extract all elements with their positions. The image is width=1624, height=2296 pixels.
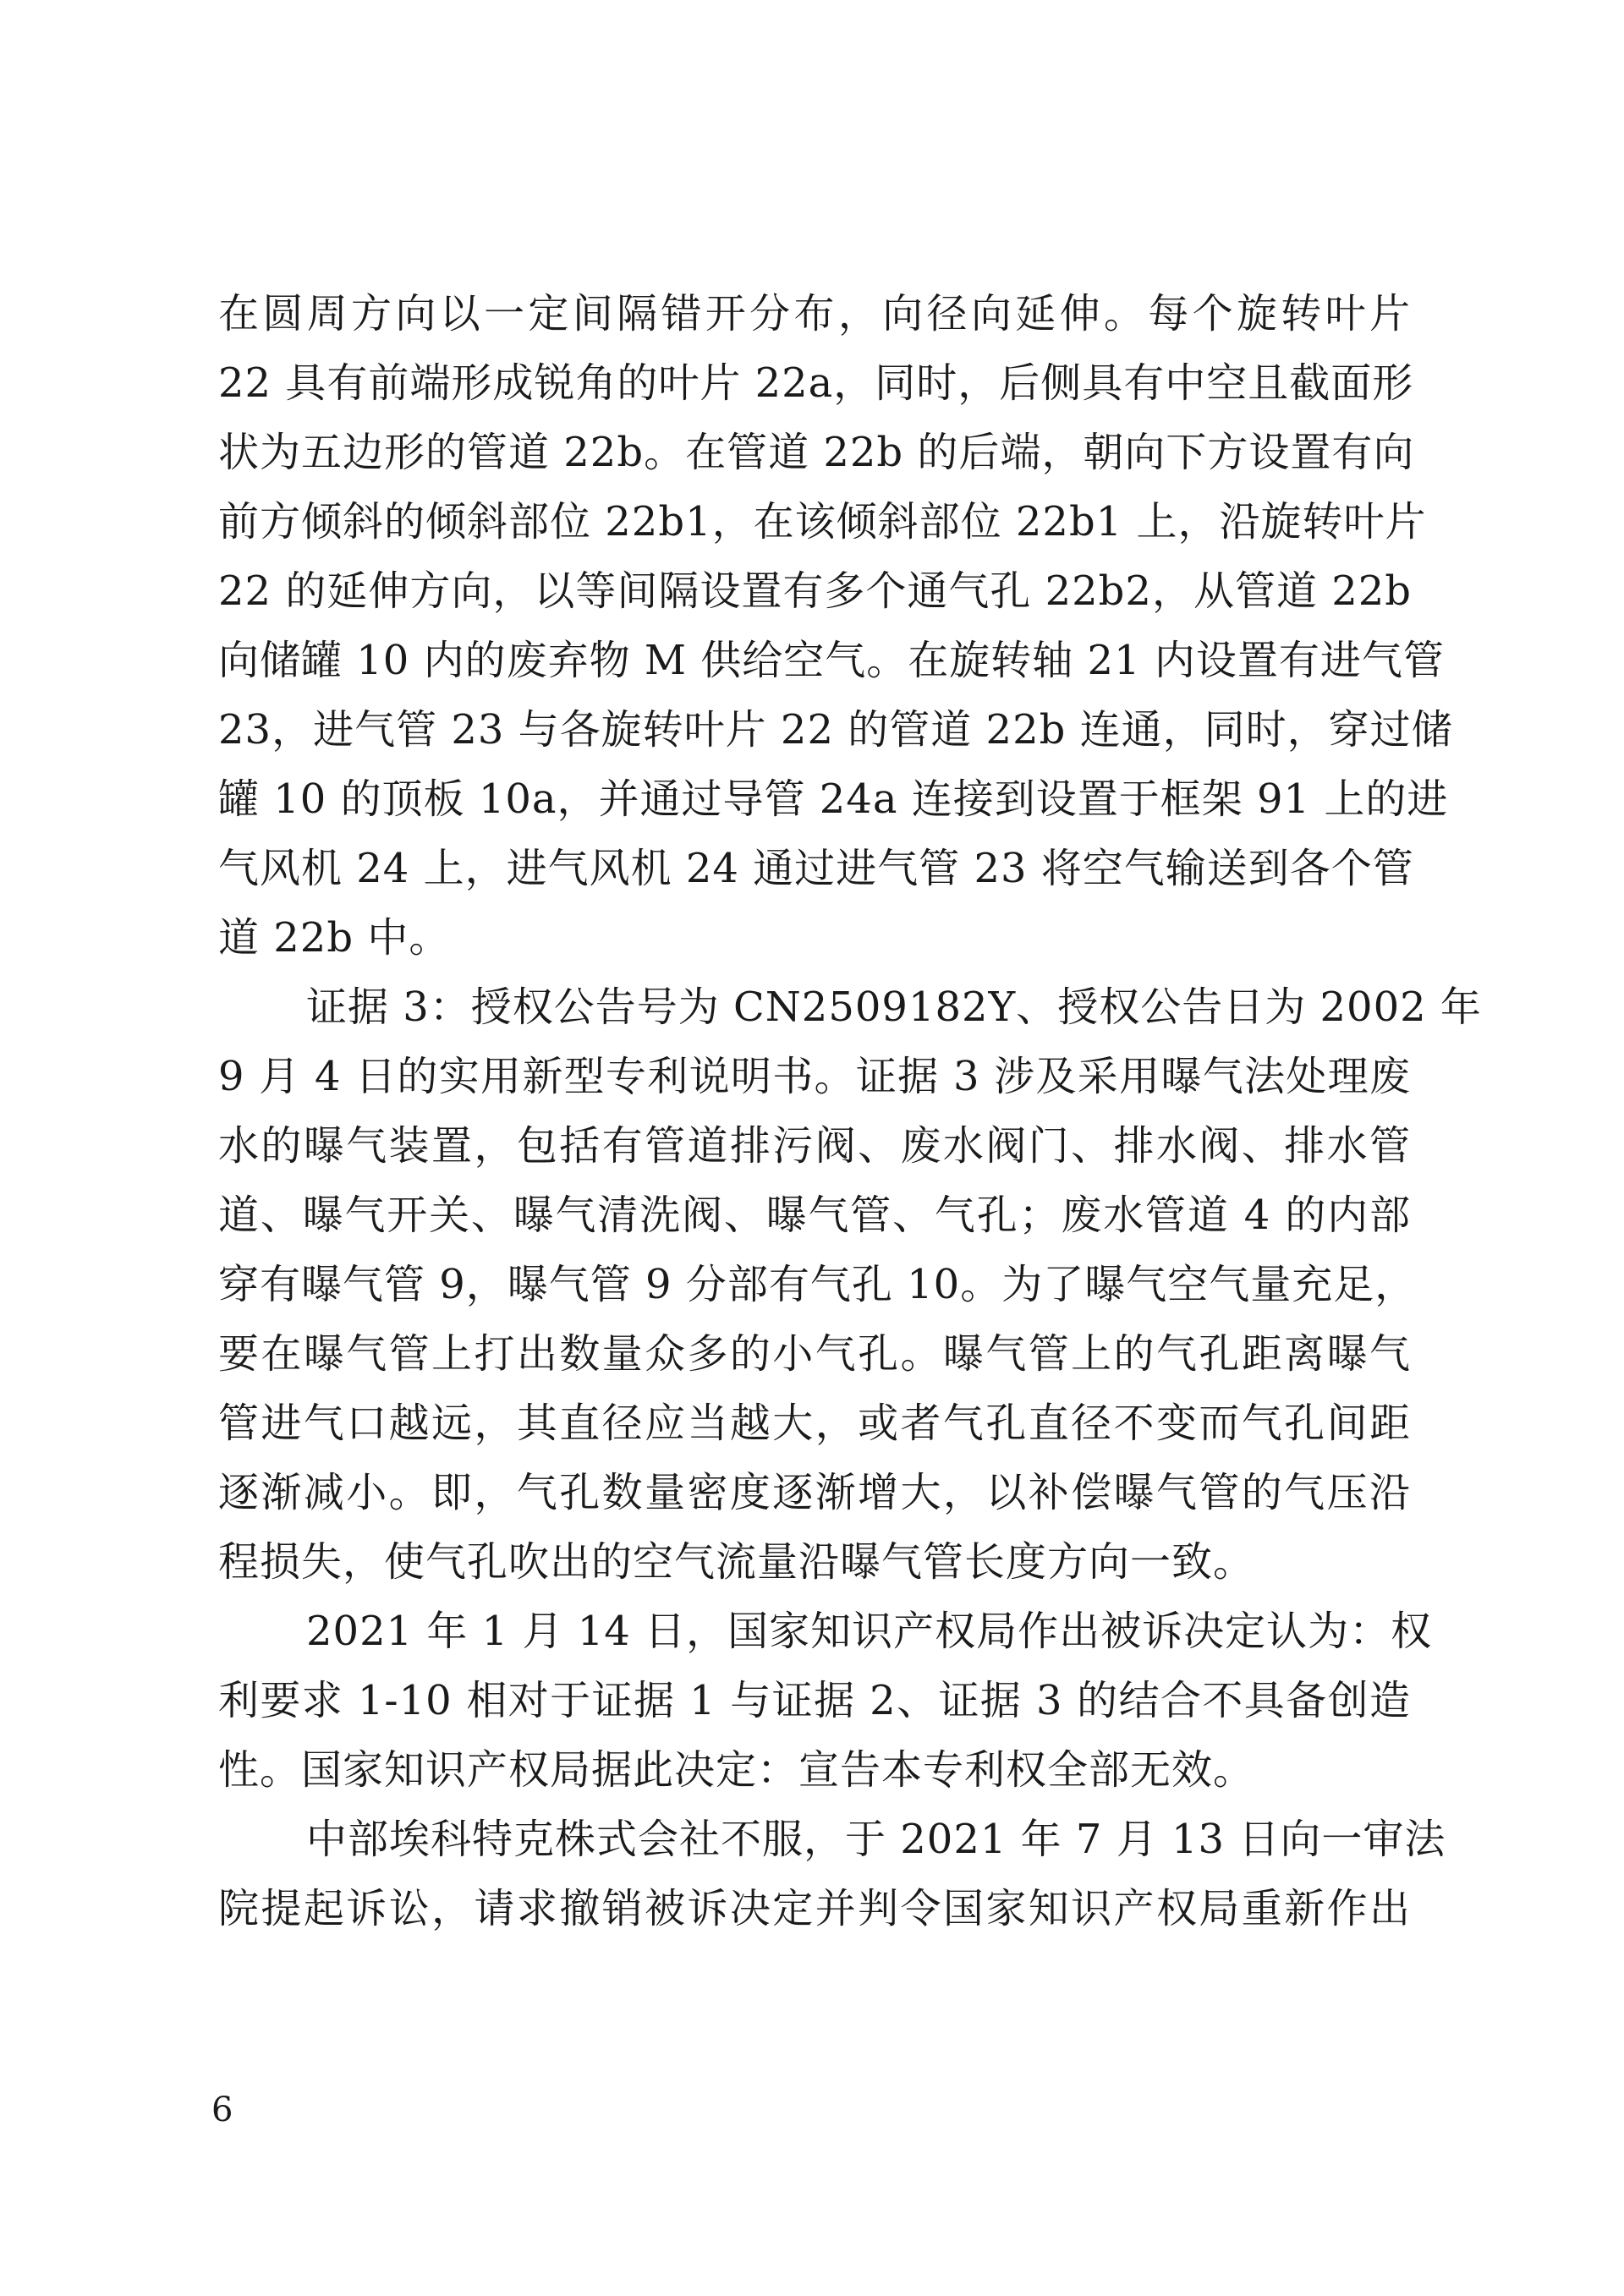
text-line: 中部埃科特克株式会社不服，于 2021 年 7 月 13 日向一审法	[306, 1816, 1446, 1863]
text-line: 前方倾斜的倾斜部位 22b1，在该倾斜部位 22b1 上，沿旋转叶片	[218, 498, 1427, 545]
body-text	[218, 279, 1482, 1943]
text-line: 道、曝气开关、曝气清洗阀、曝气管、气孔；废水管道 4 的内部	[218, 1192, 1411, 1239]
text-line: 逐渐减小。即，气孔数量密度逐渐增大，以补偿曝气管的气压沿	[218, 1469, 1411, 1516]
text-line: 性。国家知识产权局据此决定：宣告本专利权全部无效。	[218, 1746, 1255, 1794]
text-line: 罐 10 的顶板 10a，并通过导管 24a 连接到设置于框架 91 上的进	[218, 775, 1449, 823]
text-line: 利要求 1-10 相对于证据 1 与证据 2、证据 3 的结合不具备创造	[218, 1677, 1411, 1724]
text-line: 22 具有前端形成锐角的叶片 22a，同时，后侧具有中空且截面形	[218, 359, 1414, 407]
text-line: 程损失，使气孔吹出的空气流量沿曝气管长度方向一致。	[218, 1538, 1255, 1586]
text-line: 管进气口越远，其直径应当越大，或者气孔直径不变而气孔间距	[218, 1400, 1411, 1447]
text-line: 9 月 4 日的实用新型专利说明书。证据 3 涉及采用曝气法处理废	[218, 1053, 1411, 1100]
text-line: 院提起诉讼，请求撤销被诉决定并判令国家知识产权局重新作出	[218, 1885, 1411, 1932]
paragraph-3	[218, 1597, 1433, 1805]
text-line: 证据 3：授权公告号为 CN2509182Y、授权公告日为 2002 年	[306, 984, 1482, 1031]
paragraph-2	[218, 973, 1482, 1597]
text-line: 向储罐 10 内的废弃物 M 供给空气。在旋转轴 21 内设置有进气管	[218, 637, 1445, 684]
text-line: 穿有曝气管 9，曝气管 9 分部有气孔 10。为了曝气空气量充足，	[218, 1261, 1417, 1308]
paragraph-1	[218, 279, 1453, 973]
text-line: 在圆周方向以一定间隔错开分布，向径向延伸。每个旋转叶片	[218, 290, 1411, 337]
text-line: 道 22b 中。	[218, 914, 451, 962]
text-line: 要在曝气管上打出数量众多的小气孔。曝气管上的气孔距离曝气	[218, 1330, 1411, 1378]
page-number: 6	[211, 2091, 233, 2129]
text-line: 气风机 24 上，进气风机 24 通过进气管 23 将空气输送到各个管	[218, 845, 1414, 892]
text-line: 23，进气管 23 与各旋转叶片 22 的管道 22b 连通，同时，穿过储	[218, 706, 1453, 753]
paragraph-4	[218, 1805, 1446, 1943]
text-line: 22 的延伸方向，以等间隔设置有多个通气孔 22b2，从管道 22b	[218, 567, 1413, 615]
text-line: 2021 年 1 月 14 日，国家知识产权局作出被诉决定认为：权	[306, 1608, 1433, 1655]
text-line: 水的曝气装置，包括有管道排污阀、废水阀门、排水阀、排水管	[218, 1122, 1411, 1170]
text-line: 状为五边形的管道 22b。在管道 22b 的后端，朝向下方设置有向	[218, 429, 1415, 476]
